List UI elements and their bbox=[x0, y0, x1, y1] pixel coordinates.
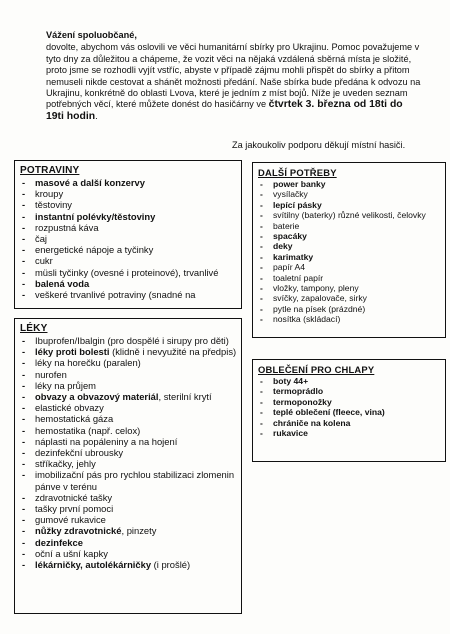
list-item-text: veškeré trvanlivé potraviny (snadné na bbox=[35, 289, 196, 301]
list-item-text: svíčky, zapalovače, sirky bbox=[273, 293, 367, 304]
list-item-text: instantní polévky/těstoviny bbox=[35, 210, 156, 222]
list-item-text: hemostatická gáza bbox=[35, 413, 114, 425]
intro-end: . bbox=[95, 110, 98, 121]
list-item-text: chrániče na kolena bbox=[273, 417, 351, 428]
list-item bbox=[260, 397, 441, 407]
list-item bbox=[22, 525, 237, 536]
list-item bbox=[260, 252, 441, 262]
list-item bbox=[260, 293, 441, 303]
list-item-text: vložky, tampony, pleny bbox=[273, 283, 359, 294]
list-item-text: nůžky zdravotnické bbox=[35, 525, 122, 537]
list-item-text: lepící pásky bbox=[273, 199, 322, 210]
list-item bbox=[260, 428, 441, 438]
clothes-title: OBLEČENÍ PRO CHLAPY bbox=[258, 364, 375, 375]
list-item-text: svítilny (baterky) různé velikosti, čelovky bbox=[273, 210, 426, 221]
list-item bbox=[22, 346, 237, 357]
list-item bbox=[22, 357, 237, 368]
list-item bbox=[22, 380, 237, 391]
list-item bbox=[22, 369, 237, 380]
list-item bbox=[260, 179, 441, 189]
list-item bbox=[22, 447, 237, 458]
greeting: Vážení spoluobčané, bbox=[46, 30, 137, 40]
list-item-text: nurofen bbox=[35, 368, 67, 380]
list-item-text: dezinfekce bbox=[35, 536, 83, 548]
list-item-text: energetické nápoje a tyčinky bbox=[35, 244, 154, 256]
list-item bbox=[22, 244, 237, 255]
list-item bbox=[260, 210, 441, 220]
list-item bbox=[260, 189, 441, 199]
list-item-text: baterie bbox=[273, 220, 300, 231]
list-item-text: deky bbox=[273, 241, 293, 252]
list-item bbox=[22, 402, 237, 413]
list-item-text: obvazy a obvazový materiál bbox=[35, 391, 159, 403]
collection-date: čtvrtek 3. března od 18ti do 19ti hodin bbox=[46, 99, 403, 122]
list-item bbox=[22, 177, 237, 188]
list-item bbox=[22, 188, 237, 199]
list-item-text: vysílačky bbox=[273, 189, 308, 200]
list-item-text: zdravotnické tašky bbox=[35, 491, 113, 503]
food-list bbox=[15, 177, 241, 300]
list-item bbox=[22, 514, 237, 525]
clothes-list bbox=[253, 376, 445, 438]
food-title: POTRAVINY bbox=[20, 165, 80, 176]
list-item-text: power banky bbox=[273, 179, 326, 189]
list-item-text: toaletní papír bbox=[273, 272, 324, 283]
list-item-text: nosítka (skládací) bbox=[273, 314, 341, 325]
list-item-text: pytle na písek (prázdné) bbox=[273, 303, 366, 314]
list-item bbox=[260, 376, 441, 386]
list-item bbox=[22, 255, 237, 266]
list-item-text: náplasti na popáleniny a na hojení bbox=[35, 435, 178, 447]
list-item-text: kroupy bbox=[35, 188, 64, 200]
list-item bbox=[260, 283, 441, 293]
list-item bbox=[260, 231, 441, 241]
list-item-text: stříkačky, jehly bbox=[35, 458, 96, 470]
list-item bbox=[22, 222, 237, 233]
list-item-text: těstoviny bbox=[35, 199, 72, 211]
list-item-text: gumové rukavice bbox=[35, 514, 106, 526]
list-item bbox=[22, 548, 237, 559]
list-item bbox=[22, 278, 237, 289]
list-item-text: rozpustná káva bbox=[35, 221, 99, 233]
list-item bbox=[260, 262, 441, 272]
list-item bbox=[260, 221, 441, 231]
other-needs-title: DALŠÍ POTŘEBY bbox=[258, 167, 337, 178]
list-item bbox=[22, 233, 237, 244]
list-item-note: , sterilní krytí bbox=[158, 391, 212, 403]
list-item-text: cukr bbox=[35, 255, 53, 267]
list-item-text: termoprádlo bbox=[273, 386, 324, 397]
list-item-text: léky proti bolesti bbox=[35, 346, 110, 358]
list-item bbox=[22, 289, 237, 300]
meds-list bbox=[15, 335, 241, 570]
intro-letter bbox=[46, 30, 422, 122]
list-item bbox=[260, 418, 441, 428]
list-item bbox=[22, 267, 237, 278]
list-item-text: müsli tyčinky (ovesné i proteinové), trvanlivé bbox=[35, 266, 219, 278]
list-item-text: lékárničky, autolékárničky bbox=[35, 559, 152, 571]
list-item-text: masové a další konzervy bbox=[35, 177, 145, 188]
meds-box bbox=[14, 318, 242, 614]
food-box bbox=[14, 160, 242, 309]
list-item-note: (klidně i nevyužité na předpis) bbox=[109, 346, 237, 358]
list-item bbox=[22, 492, 237, 503]
other-needs-list bbox=[253, 179, 445, 325]
clothes-box bbox=[252, 359, 446, 462]
list-item-text: dezinfekční ubrousky bbox=[35, 447, 124, 459]
list-item bbox=[260, 386, 441, 396]
list-item bbox=[260, 314, 441, 324]
list-item bbox=[260, 200, 441, 210]
intro-body bbox=[46, 42, 422, 122]
list-item bbox=[22, 335, 237, 346]
list-item-text: elastické obvazy bbox=[35, 402, 104, 414]
list-item bbox=[260, 407, 441, 417]
list-item bbox=[22, 211, 237, 222]
list-item-text: Ibuprofen/Ibalgin (pro dospělé i sirupy pro děti) bbox=[35, 335, 229, 346]
list-item-text: spacáky bbox=[273, 231, 307, 242]
list-item bbox=[22, 391, 237, 402]
list-item-text: čaj bbox=[35, 233, 47, 245]
other-needs-box bbox=[252, 162, 446, 338]
list-item-text: léky na horečku (paralen) bbox=[35, 357, 141, 369]
list-item-text: hemostatika (např. celox) bbox=[35, 424, 141, 436]
list-item bbox=[22, 413, 237, 424]
list-item-text: léky na průjem bbox=[35, 379, 96, 391]
meds-title: LÉKY bbox=[20, 323, 48, 334]
list-item bbox=[22, 199, 237, 210]
list-item bbox=[22, 559, 237, 570]
list-item-note: (i prošlé) bbox=[151, 559, 191, 571]
list-item-text: termoponožky bbox=[273, 396, 332, 407]
list-item bbox=[22, 503, 237, 514]
list-item-text: oční a ušní kapky bbox=[35, 547, 108, 559]
signature: Za jakoukoliv podporu děkují místní hasiči. bbox=[232, 140, 406, 150]
list-item bbox=[22, 458, 237, 469]
list-item-text: boty 44+ bbox=[273, 376, 309, 386]
list-item-text: papír A4 bbox=[273, 262, 306, 273]
list-item bbox=[22, 425, 237, 436]
list-item bbox=[260, 273, 441, 283]
list-item-text: imobilizační pás pro rychlou stabilizaci zlomenin pánve v terénu bbox=[35, 469, 235, 492]
list-item bbox=[22, 537, 237, 548]
list-item bbox=[22, 436, 237, 447]
list-item-text: karimatky bbox=[273, 251, 314, 262]
list-item-text: balená voda bbox=[35, 277, 90, 289]
list-item bbox=[260, 304, 441, 314]
list-item bbox=[260, 241, 441, 251]
list-item-note: , pinzety bbox=[121, 525, 157, 537]
list-item-text: tašky první pomoci bbox=[35, 503, 114, 515]
list-item bbox=[22, 469, 237, 491]
list-item-text: teplé oblečení (fleece, vina) bbox=[273, 407, 385, 418]
list-item-text: rukavice bbox=[273, 428, 308, 439]
intro-text: dovolte, abychom vás oslovili ve věci humanitární sbírky pro Ukrajinu. Pomoc považujeme v tyto dny za důležitou a chápeme, že vozit věci na nějaká vzdálená sběrná místa je složité, proto jsme se rozhodli vyjít vstříc, abyste v případě zájmu mohli přispět do sbírky a přitom nemuseli nikde cestovat a shánět možnosti předání. Naše sbírka bude předána k odvozu na Ukrajinu, konkrétně do oblasti Lvova, které je jedním z míst bojů. Níže je uveden seznam potřebných věcí, které můžete donést do hasičárny ve bbox=[46, 42, 421, 110]
